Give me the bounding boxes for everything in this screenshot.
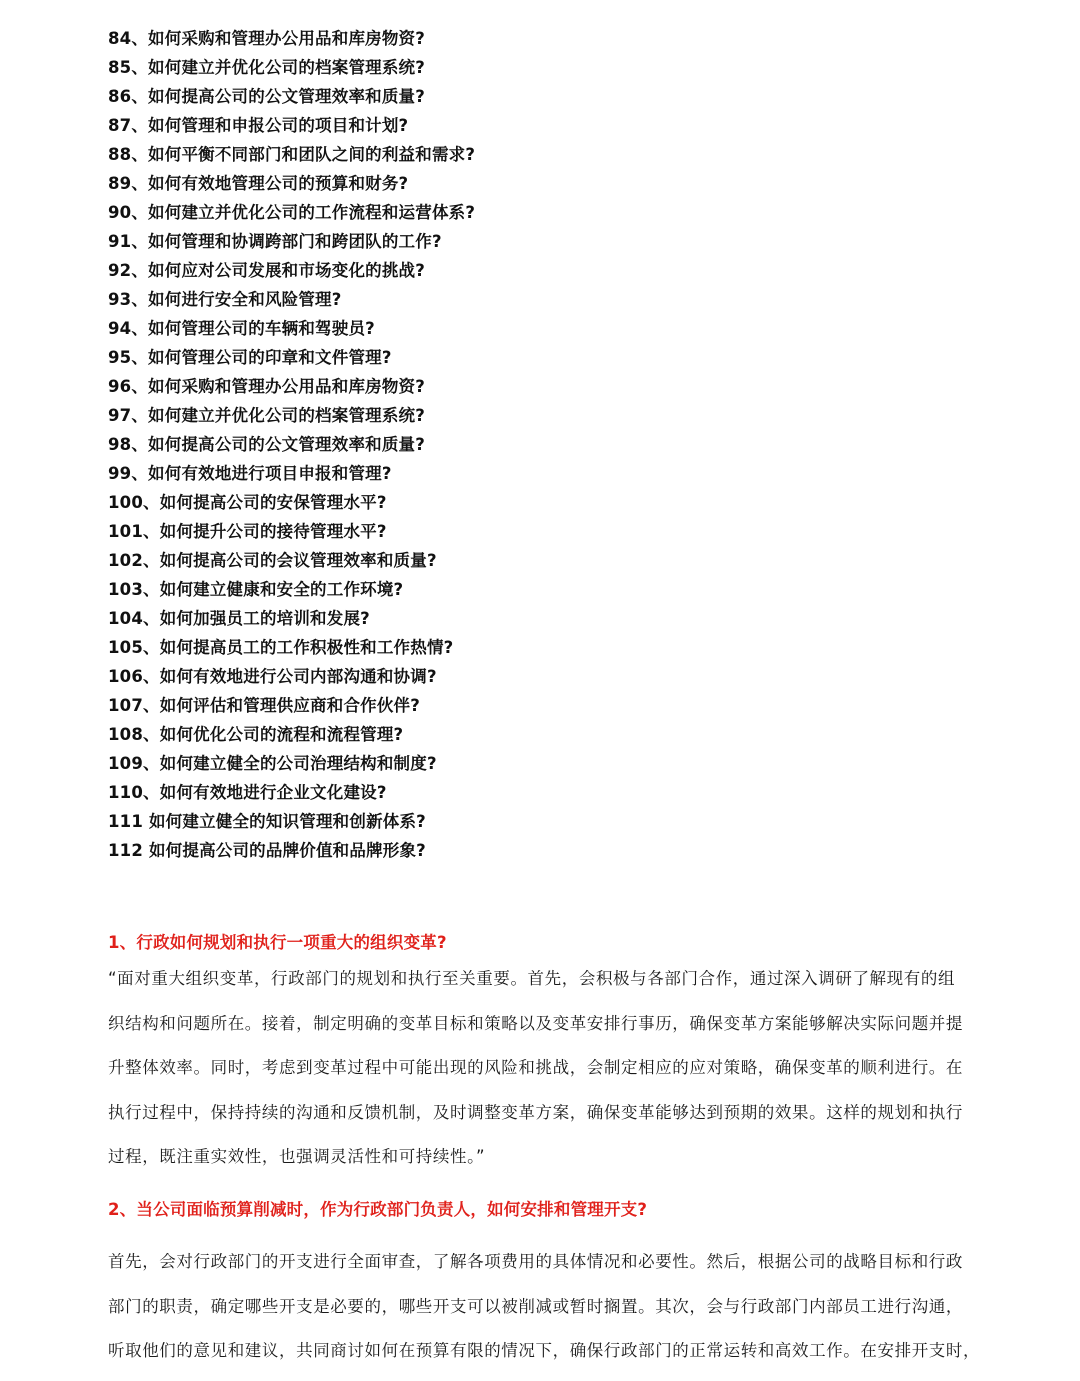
paragraph-line: 部门的职责，确定哪些开支是必要的，哪些开支可以被削减或暂时搁置。其次，会与行政部门内部员工进行沟通，	[108, 1296, 963, 1316]
list-item: 89、如何有效地管理公司的预算和财务?	[108, 174, 409, 193]
list-item: 106、如何有效地进行公司内部沟通和协调?	[108, 667, 437, 686]
list-item: 104、如何加强员工的培训和发展?	[108, 609, 370, 628]
list-item: 103、如何建立健康和安全的工作环境?	[108, 580, 404, 599]
list-item: 110、如何有效地进行企业文化建设?	[108, 783, 387, 802]
list-item: 85、如何建立并优化公司的档案管理系统?	[108, 58, 426, 77]
list-item: 111 如何建立健全的知识管理和创新体系?	[108, 812, 426, 831]
paragraph-line: 织结构和问题所在。接着，制定明确的变革目标和策略以及变革安排行事历，确保变革方案能够解决实际问题并提	[108, 1013, 963, 1033]
list-item: 87、如何管理和申报公司的项目和计划?	[108, 116, 409, 135]
list-item: 92、如何应对公司发展和市场变化的挑战?	[108, 261, 426, 280]
list-item: 105、如何提高员工的工作积极性和工作热情?	[108, 638, 454, 657]
paragraph-line: 执行过程中，保持持续的沟通和反馈机制，及时调整变革方案，确保变革能够达到预期的效果。这样的规划和执行	[108, 1102, 963, 1122]
list-item: 109、如何建立健全的公司治理结构和制度?	[108, 754, 437, 773]
question-list	[108, 24, 988, 865]
list-item: 91、如何管理和协调跨部门和跨团队的工作?	[108, 232, 442, 251]
list-item: 98、如何提高公司的公文管理效率和质量?	[108, 435, 426, 454]
paragraph-line: 过程，既注重实效性，也强调灵活性和可持续性。”	[108, 1147, 486, 1166]
list-item: 99、如何有效地进行项目申报和管理?	[108, 464, 392, 483]
list-item: 108、如何优化公司的流程和流程管理?	[108, 725, 404, 744]
section-2-paragraph	[108, 1240, 981, 1374]
list-item: 101、如何提升公司的接待管理水平?	[108, 522, 387, 541]
list-item: 94、如何管理公司的车辆和驾驶员?	[108, 319, 375, 338]
list-item: 88、如何平衡不同部门和团队之间的利益和需求?	[108, 145, 476, 164]
list-item: 95、如何管理公司的印章和文件管理?	[108, 348, 392, 367]
paragraph-line: “面对重大组织变革，行政部门的规划和执行至关重要。首先，会积极与各部门合作，通过深入调研了解现有的组	[108, 969, 956, 988]
list-item: 100、如何提高公司的安保管理水平?	[108, 493, 387, 512]
list-item: 84、如何采购和管理办公用品和库房物资?	[108, 29, 426, 48]
list-item: 112 如何提高公司的品牌价值和品牌形象?	[108, 841, 426, 860]
paragraph-line: 听取他们的意见和建议，共同商讨如何在预算有限的情况下，确保行政部门的正常运转和高效工作。在安排开支时，	[108, 1341, 981, 1360]
list-item: 97、如何建立并优化公司的档案管理系统?	[108, 406, 426, 425]
section-1-paragraph	[108, 957, 964, 1180]
list-item: 102、如何提高公司的会议管理效率和质量?	[108, 551, 437, 570]
list-item: 107、如何评估和管理供应商和合作伙伴?	[108, 696, 421, 715]
section-1-heading: 1、行政如何规划和执行一项重大的组织变革?	[108, 933, 447, 952]
section-2-heading: 2、当公司面临预算削减时，作为行政部门负责人，如何安排和管理开支?	[108, 1200, 648, 1219]
paragraph-line: 首先，会对行政部门的开支进行全面审查，了解各项费用的具体情况和必要性。然后，根据公司的战略目标和行政	[108, 1252, 963, 1271]
list-item: 90、如何建立并优化公司的工作流程和运营体系?	[108, 203, 476, 222]
list-item: 86、如何提高公司的公文管理效率和质量?	[108, 87, 426, 106]
paragraph-line: 升整体效率。同时，考虑到变革过程中可能出现的风险和挑战，会制定相应的应对策略，确保变革的顺利进行。在	[108, 1058, 963, 1077]
list-item: 96、如何采购和管理办公用品和库房物资?	[108, 377, 426, 396]
list-item: 93、如何进行安全和风险管理?	[108, 290, 342, 309]
